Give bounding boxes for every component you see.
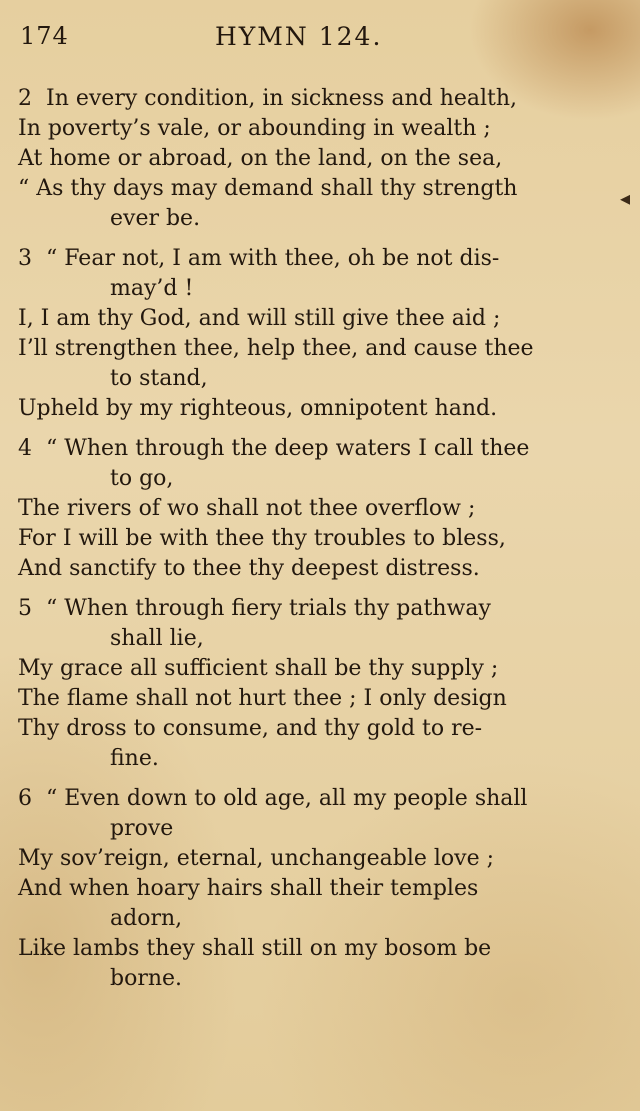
stanza-line: For I will be with thee thy troubles to bless,: [18, 526, 506, 551]
stanza-line: [18, 784, 618, 814]
stanza-line: “ As thy days may demand shall thy strength: [18, 176, 518, 201]
stanza-line: [18, 244, 618, 274]
stanza-line-continuation: borne.: [110, 966, 183, 991]
line-text: “ Fear not, I am with thee, oh be not dis-: [46, 246, 500, 271]
stanza-line: I’ll strengthen thee, help thee, and cause thee: [18, 336, 534, 361]
stanza-line-continuation: adorn,: [110, 906, 183, 931]
stanza-3: [18, 244, 618, 424]
stanza-number: 3: [18, 246, 32, 271]
stanza-number: 5: [18, 596, 32, 621]
stanza-line: And sanctify to thee thy deepest distress.: [18, 556, 480, 581]
hymn-text: [18, 84, 618, 1004]
stanza-number: 6: [18, 786, 32, 811]
stanza-line: The flame shall not hurt thee ; I only design: [18, 686, 507, 711]
stanza-line: Thy dross to consume, and thy gold to re-: [18, 716, 483, 741]
hymn-title: HYMN 124.: [215, 22, 383, 51]
stanza-line: At home or abroad, on the land, on the sea,: [18, 146, 503, 171]
stanza-line: My sov’reign, eternal, unchangeable love ;: [18, 846, 495, 871]
stanza-line: [18, 84, 618, 114]
page-header: [20, 22, 620, 58]
stanza-6: [18, 784, 618, 994]
stanza-line-continuation: prove: [110, 816, 174, 841]
line-text: In every condition, in sickness and health,: [46, 86, 518, 111]
stanza-5: [18, 594, 618, 774]
stanza-line: [18, 434, 618, 464]
stanza-line: And when hoary hairs shall their temples: [18, 876, 479, 901]
stanza-line: The rivers of wo shall not thee overflow ;: [18, 496, 476, 521]
stanza-line-continuation: to stand,: [110, 366, 208, 391]
line-text: “ When through the deep waters I call thee: [46, 436, 530, 461]
margin-mark: ◂: [620, 186, 631, 210]
stanza-2: [18, 84, 618, 234]
stanza-4: [18, 434, 618, 584]
stanza-line: My grace all sufficient shall be thy supply ;: [18, 656, 499, 681]
stanza-line-continuation: may’d !: [110, 276, 194, 301]
stanza-line-continuation: to go,: [110, 466, 174, 491]
page-number: 174: [20, 22, 69, 50]
line-text: “ Even down to old age, all my people shall: [46, 786, 528, 811]
stanza-line: I, I am thy God, and will still give thee aid ;: [18, 306, 501, 331]
stanza-line: In poverty’s vale, or abounding in wealth ;: [18, 116, 491, 141]
stanza-number: 4: [18, 436, 32, 461]
stanza-line: Like lambs they shall still on my bosom be: [18, 936, 492, 961]
stanza-line: [18, 594, 618, 624]
stanza-number: 2: [18, 86, 32, 111]
stanza-line-continuation: ever be.: [110, 206, 201, 231]
stanza-line-continuation: fine.: [110, 746, 159, 771]
line-text: “ When through fiery trials thy pathway: [46, 596, 491, 621]
stanza-line: Upheld by my righteous, omnipotent hand.: [18, 396, 498, 421]
stanza-line-continuation: shall lie,: [110, 626, 204, 651]
